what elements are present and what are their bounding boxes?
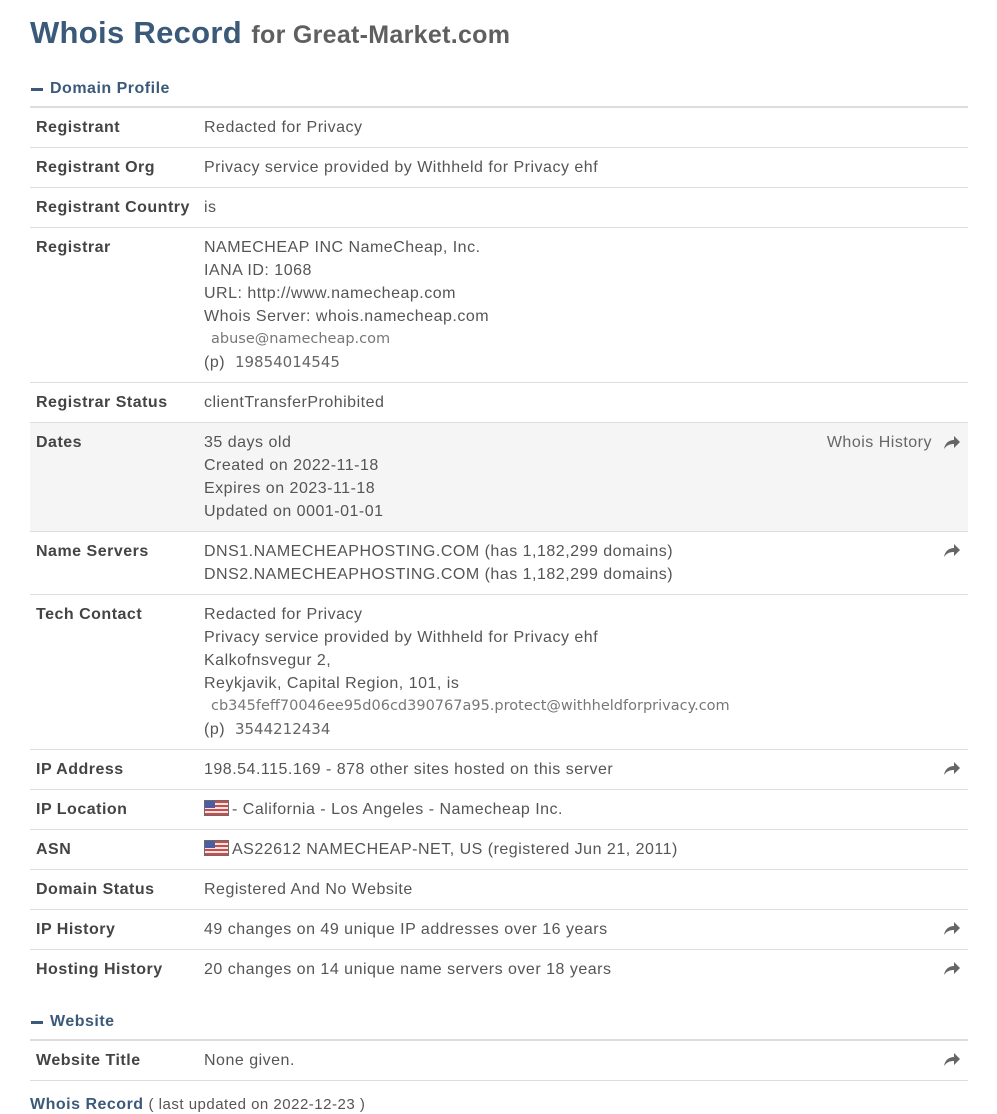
registrant-country-value: is (204, 199, 217, 216)
domain-profile-toggle[interactable] (30, 79, 968, 99)
row-asn (30, 830, 968, 870)
dates-label: Dates (36, 434, 83, 451)
row-ip-history (30, 910, 968, 950)
minus-icon (31, 88, 43, 91)
ip-history-label: IP History (36, 921, 116, 938)
website-heading: Website (50, 1013, 115, 1030)
share-arrow-icon[interactable] (943, 1051, 961, 1069)
hosting-history-value: 20 changes on 14 unique name servers over 18 years (204, 961, 612, 978)
registrar-name: NAMECHEAP INC NameCheap, Inc. (204, 239, 481, 256)
row-ip-address (30, 750, 968, 790)
tech-contact-phone-number: 3544212434 (234, 720, 331, 738)
registrar-phone-number: 19854014545 (234, 353, 340, 371)
share-arrow-icon[interactable] (943, 434, 961, 452)
domain-status-value: Registered And No Website (204, 881, 413, 898)
share-arrow-icon[interactable] (943, 920, 961, 938)
minus-icon (31, 1021, 43, 1024)
page-title (30, 0, 968, 52)
website-title-value: None given. (204, 1052, 295, 1069)
ip-history-value: 49 changes on 49 unique IP addresses over 16 years (204, 921, 608, 938)
tech-contact-label: Tech Contact (36, 606, 143, 623)
whois-record-link[interactable]: Whois Record (30, 1096, 144, 1113)
tech-contact-city: Reykjavik, Capital Region, 101, is (204, 675, 460, 692)
row-registrar-status (30, 383, 968, 423)
row-website-title (30, 1041, 968, 1081)
asn-label: ASN (36, 841, 72, 858)
us-flag-icon (204, 800, 229, 816)
row-name-servers (30, 532, 968, 595)
row-registrant-org (30, 148, 968, 188)
expires-date: Expires on 2023-11-18 (204, 480, 376, 497)
last-updated-note: ( last updated on 2022-12-23 ) (148, 1096, 366, 1113)
row-ip-location (30, 790, 968, 830)
registrar-status-value: clientTransferProhibited (204, 394, 385, 411)
ip-location-label: IP Location (36, 801, 128, 818)
tech-contact-phone-prefix: (p) (204, 721, 226, 738)
whois-history-label: Whois History (826, 434, 932, 451)
registrar-iana: IANA ID: 1068 (204, 262, 312, 279)
footer (30, 1096, 968, 1114)
registrar-phone-prefix: (p) (204, 354, 226, 371)
domain-status-label: Domain Status (36, 881, 155, 898)
domain-profile-table (30, 106, 968, 989)
row-domain-status (30, 870, 968, 910)
updated-date: Updated on 0001-01-01 (204, 503, 384, 520)
page-title-domain: for Great-Market.com (251, 21, 511, 49)
registrar-label: Registrar (36, 239, 111, 256)
row-registrar (30, 228, 968, 383)
row-registrant-country (30, 188, 968, 228)
domain-age: 35 days old (204, 434, 292, 451)
ip-address-value: 198.54.115.169 - 878 other sites hosted on this server (204, 761, 614, 778)
registrar-status-label: Registrar Status (36, 394, 168, 411)
share-arrow-icon[interactable] (943, 542, 961, 560)
ip-address-label: IP Address (36, 761, 124, 778)
registrant-org-value: Privacy service provided by Withheld for Privacy ehf (204, 159, 599, 176)
registrant-label: Registrant (36, 119, 121, 136)
registrar-whois-server: Whois Server: whois.namecheap.com (204, 308, 490, 325)
row-hosting-history (30, 950, 968, 989)
website-title-label: Website Title (36, 1052, 141, 1069)
tech-contact-org: Privacy service provided by Withheld for Privacy ehf (204, 629, 599, 646)
domain-profile-heading: Domain Profile (50, 80, 170, 97)
name-server-1: DNS1.NAMECHEAPHOSTING.COM (has 1,182,299 domains) (204, 543, 674, 560)
registrant-country-label: Registrant Country (36, 199, 190, 216)
tech-contact-street: Kalkofnsvegur 2, (204, 652, 332, 669)
website-toggle[interactable] (30, 1012, 968, 1032)
tech-contact-value (204, 603, 962, 741)
ip-location-text: - California - Los Angeles - Namecheap Inc. (232, 801, 563, 818)
tech-contact-name: Redacted for Privacy (204, 606, 363, 623)
registrar-url: URL: http://www.namecheap.com (204, 285, 456, 302)
tech-contact-phone (204, 718, 962, 741)
registrar-value (204, 236, 962, 374)
share-arrow-icon[interactable] (943, 960, 961, 978)
name-servers-label: Name Servers (36, 543, 149, 560)
created-date: Created on 2022-11-18 (204, 457, 379, 474)
row-dates (30, 423, 968, 532)
row-tech-contact (30, 595, 968, 750)
us-flag-icon (204, 840, 229, 856)
registrar-phone (204, 351, 962, 374)
page-title-main: Whois Record (30, 15, 243, 50)
name-servers-value (204, 540, 962, 586)
tech-contact-email: cb345feff70046ee95d06cd390767a95.protect@withheldforprivacy.com (211, 698, 730, 714)
hosting-history-label: Hosting History (36, 961, 163, 978)
asn-value (204, 838, 962, 861)
registrar-email: abuse@namecheap.com (211, 331, 391, 347)
registrant-value: Redacted for Privacy (204, 119, 363, 136)
website-table (30, 1039, 968, 1081)
row-registrant (30, 108, 968, 148)
asn-text: AS22612 NAMECHEAP-NET, US (registered Jun 21, 2011) (232, 841, 678, 858)
ip-location-value (204, 798, 962, 821)
whois-history-link[interactable] (827, 431, 961, 454)
share-arrow-icon[interactable] (943, 760, 961, 778)
registrant-org-label: Registrant Org (36, 159, 156, 176)
name-server-2: DNS2.NAMECHEAPHOSTING.COM (has 1,182,299 domains) (204, 566, 674, 583)
